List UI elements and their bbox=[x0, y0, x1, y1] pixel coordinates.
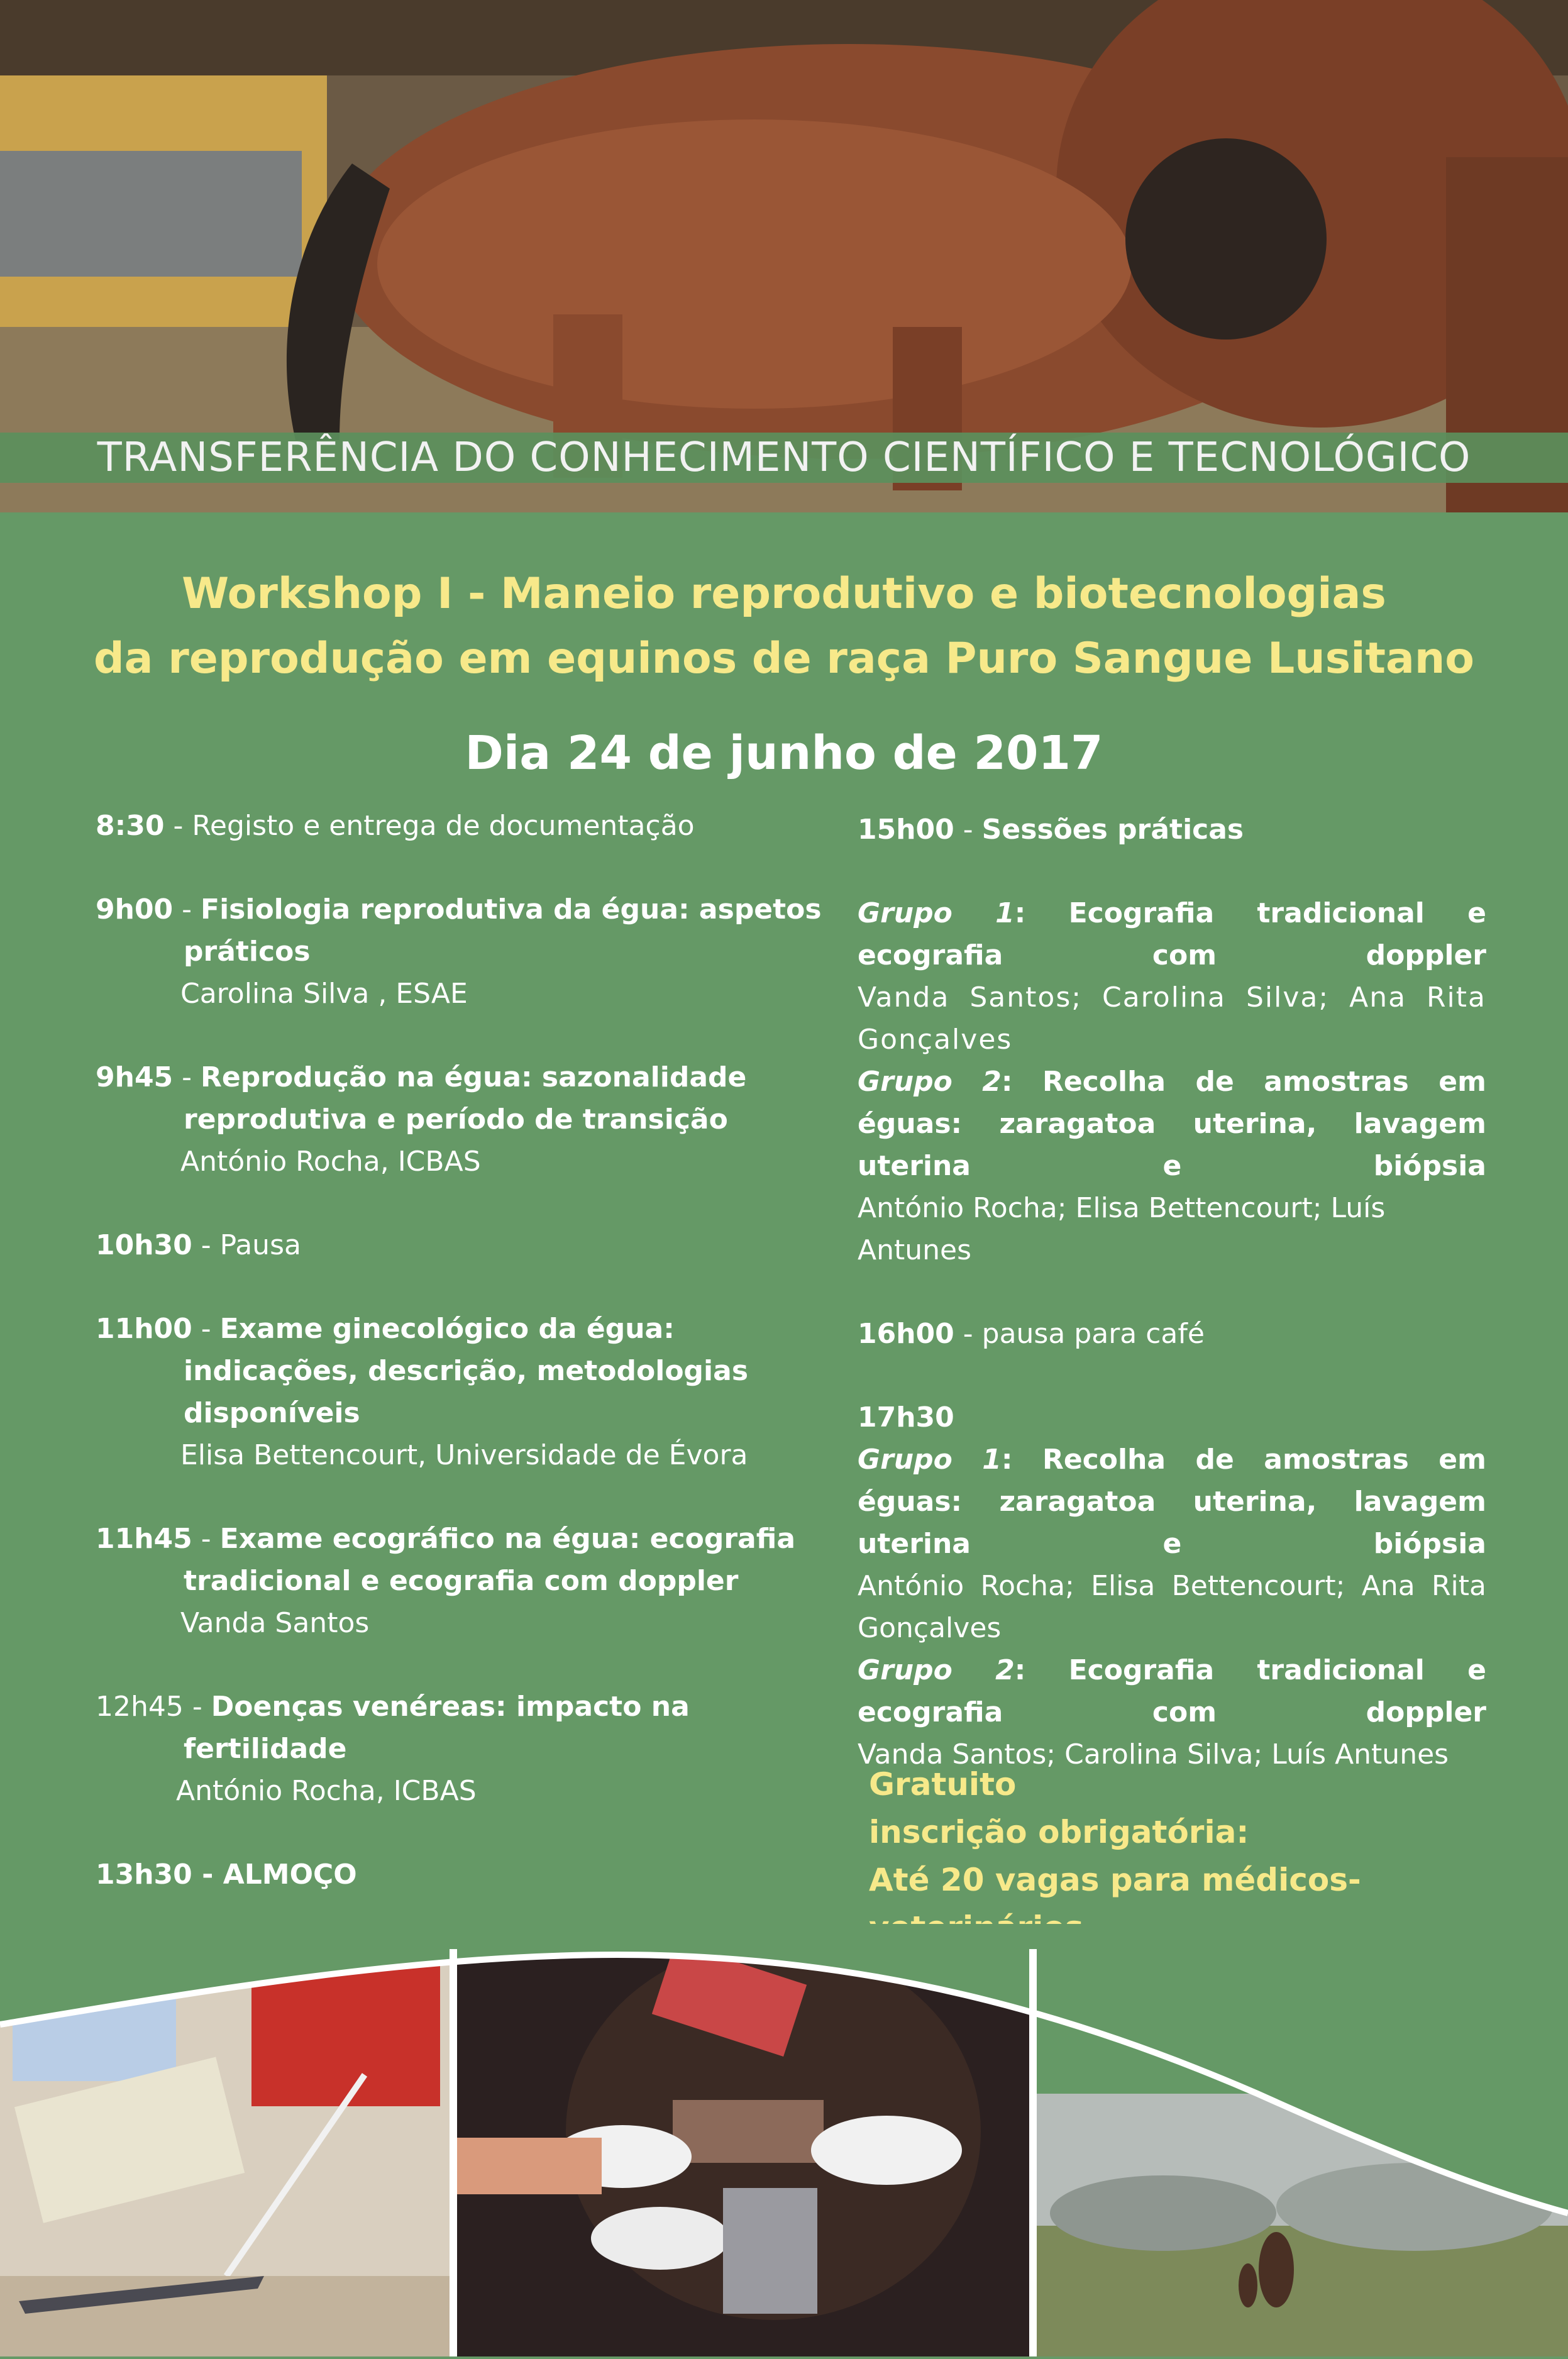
separator: - bbox=[183, 1691, 211, 1723]
item-title: Pausa bbox=[219, 1229, 301, 1261]
item-time: 16h00 bbox=[858, 1318, 954, 1350]
item-title-cont: tradicional e ecografia com doppler bbox=[184, 1565, 739, 1597]
item-time: 12h45 bbox=[96, 1691, 184, 1723]
item-title-cont: reprodutiva e período de transição bbox=[184, 1103, 728, 1135]
event-date: Dia 24 de junho de 2017 bbox=[465, 726, 1103, 780]
group-title: : Ecografia tradicional e ecografia com doppler bbox=[858, 1654, 1486, 1728]
separator: - bbox=[192, 1859, 223, 1891]
group-speakers: António Rocha; Elisa Bettencourt; Luís Antunes bbox=[858, 1192, 1386, 1266]
separator: - bbox=[173, 1061, 201, 1093]
item-speaker: Elisa Bettencourt, Universidade de Évora bbox=[180, 1439, 748, 1471]
registration-info bbox=[869, 1760, 1560, 1952]
item-title: Exame ginecológico da égua: bbox=[219, 1313, 675, 1345]
item-title: Exame ecográfico na égua: ecografia bbox=[219, 1523, 796, 1555]
group-title: : Ecografia tradicional e ecografia com doppler bbox=[858, 897, 1486, 971]
group-title: : Recolha de amostras em éguas: zaragatoa uterina, lavagem uterina e biópsia bbox=[858, 1066, 1486, 1182]
separator: - bbox=[173, 893, 201, 925]
group-label: Grupo 2 bbox=[858, 1654, 1015, 1686]
item-title-cont: práticos bbox=[184, 936, 311, 968]
group-label: Grupo 1 bbox=[858, 1444, 1002, 1476]
group-speakers: Vanda Santos; Carolina Silva; Ana Rita Gonçalves bbox=[858, 981, 1486, 1056]
item-time: 13h30 bbox=[96, 1859, 192, 1891]
item-title: Reprodução na égua: sazonalidade bbox=[201, 1061, 747, 1093]
item-time: 11h45 bbox=[96, 1523, 192, 1555]
separator: - bbox=[954, 1318, 982, 1350]
item-title: Fisiologia reprodutiva da égua: aspetos bbox=[201, 893, 822, 925]
program-item bbox=[96, 1518, 850, 1644]
program-item bbox=[96, 1224, 850, 1266]
separator: - bbox=[954, 814, 982, 846]
program-left-column bbox=[96, 805, 850, 1937]
item-time: 9h45 bbox=[96, 1061, 174, 1093]
item-time: 10h30 bbox=[96, 1229, 192, 1261]
separator: - bbox=[192, 1313, 220, 1345]
mare-examination-photo bbox=[457, 1942, 1029, 2356]
item-time: 9h00 bbox=[96, 893, 174, 925]
info-free: Gratuito bbox=[869, 1766, 1017, 1803]
group-block bbox=[858, 1396, 1486, 1776]
group-speakers: Vanda Santos; Carolina Silva; Luís Antunes bbox=[858, 1738, 1449, 1771]
program-item bbox=[96, 1056, 850, 1183]
program-item bbox=[858, 1313, 1486, 1355]
program-right-column bbox=[858, 809, 1486, 1776]
program-item bbox=[96, 1686, 850, 1812]
item-title: Sessões práticas bbox=[981, 814, 1244, 846]
item-title: Registo e entrega de documentação bbox=[192, 810, 695, 842]
workshop-title-line2: da reprodução em equinos de raça Puro Sangue Lusitano bbox=[93, 634, 1475, 683]
item-time: 11h00 bbox=[96, 1313, 192, 1345]
program-item bbox=[858, 809, 1486, 851]
item-time: 17h30 bbox=[858, 1401, 954, 1434]
item-speaker: António Rocha, ICBAS bbox=[180, 1146, 481, 1178]
group-block bbox=[858, 892, 1486, 1271]
separator: - bbox=[192, 1523, 220, 1555]
separator: - bbox=[192, 1229, 220, 1261]
program-item bbox=[96, 1853, 850, 1896]
info-vacancies: Até 20 vagas para médicos- bbox=[869, 1862, 1361, 1898]
bottom-photo-strip bbox=[0, 1924, 1568, 2356]
item-speaker: António Rocha, ICBAS bbox=[176, 1775, 477, 1807]
item-time: 8:30 bbox=[96, 810, 165, 842]
program-item bbox=[96, 805, 850, 847]
workshop-title-line1: Workshop I - Maneio reprodutivo e biotecnologias bbox=[182, 569, 1386, 619]
item-title-cont: indicações, descrição, metodologias bbox=[184, 1355, 749, 1387]
separator: - bbox=[164, 810, 192, 842]
item-title-cont: fertilidade bbox=[184, 1733, 347, 1765]
item-time: 15h00 bbox=[858, 814, 954, 846]
group-label: Grupo 1 bbox=[858, 897, 1015, 929]
info-registration: inscrição obrigatória: bbox=[869, 1814, 1249, 1850]
group-label: Grupo 2 bbox=[858, 1066, 1002, 1098]
item-speaker: Carolina Silva , ESAE bbox=[180, 978, 468, 1010]
item-title: pausa para café bbox=[981, 1318, 1205, 1350]
group-speakers: António Rocha; Elisa Bettencourt; Ana Rita Gonçalves bbox=[858, 1570, 1486, 1644]
program-item bbox=[96, 1308, 850, 1476]
item-title-cont: disponíveis bbox=[184, 1397, 360, 1429]
item-title: Doenças venéreas: impacto na bbox=[211, 1691, 690, 1723]
item-title: ALMOÇO bbox=[223, 1859, 357, 1891]
program-item bbox=[96, 888, 850, 1015]
item-speaker: Vanda Santos bbox=[180, 1607, 370, 1639]
group-title: : Recolha de amostras em éguas: zaragatoa uterina, lavagem uterina e biópsia bbox=[858, 1444, 1486, 1560]
banner-title: TRANSFERÊNCIA DO CONHECIMENTO CIENTÍFICO E TECNOLÓGICO bbox=[97, 434, 1471, 481]
